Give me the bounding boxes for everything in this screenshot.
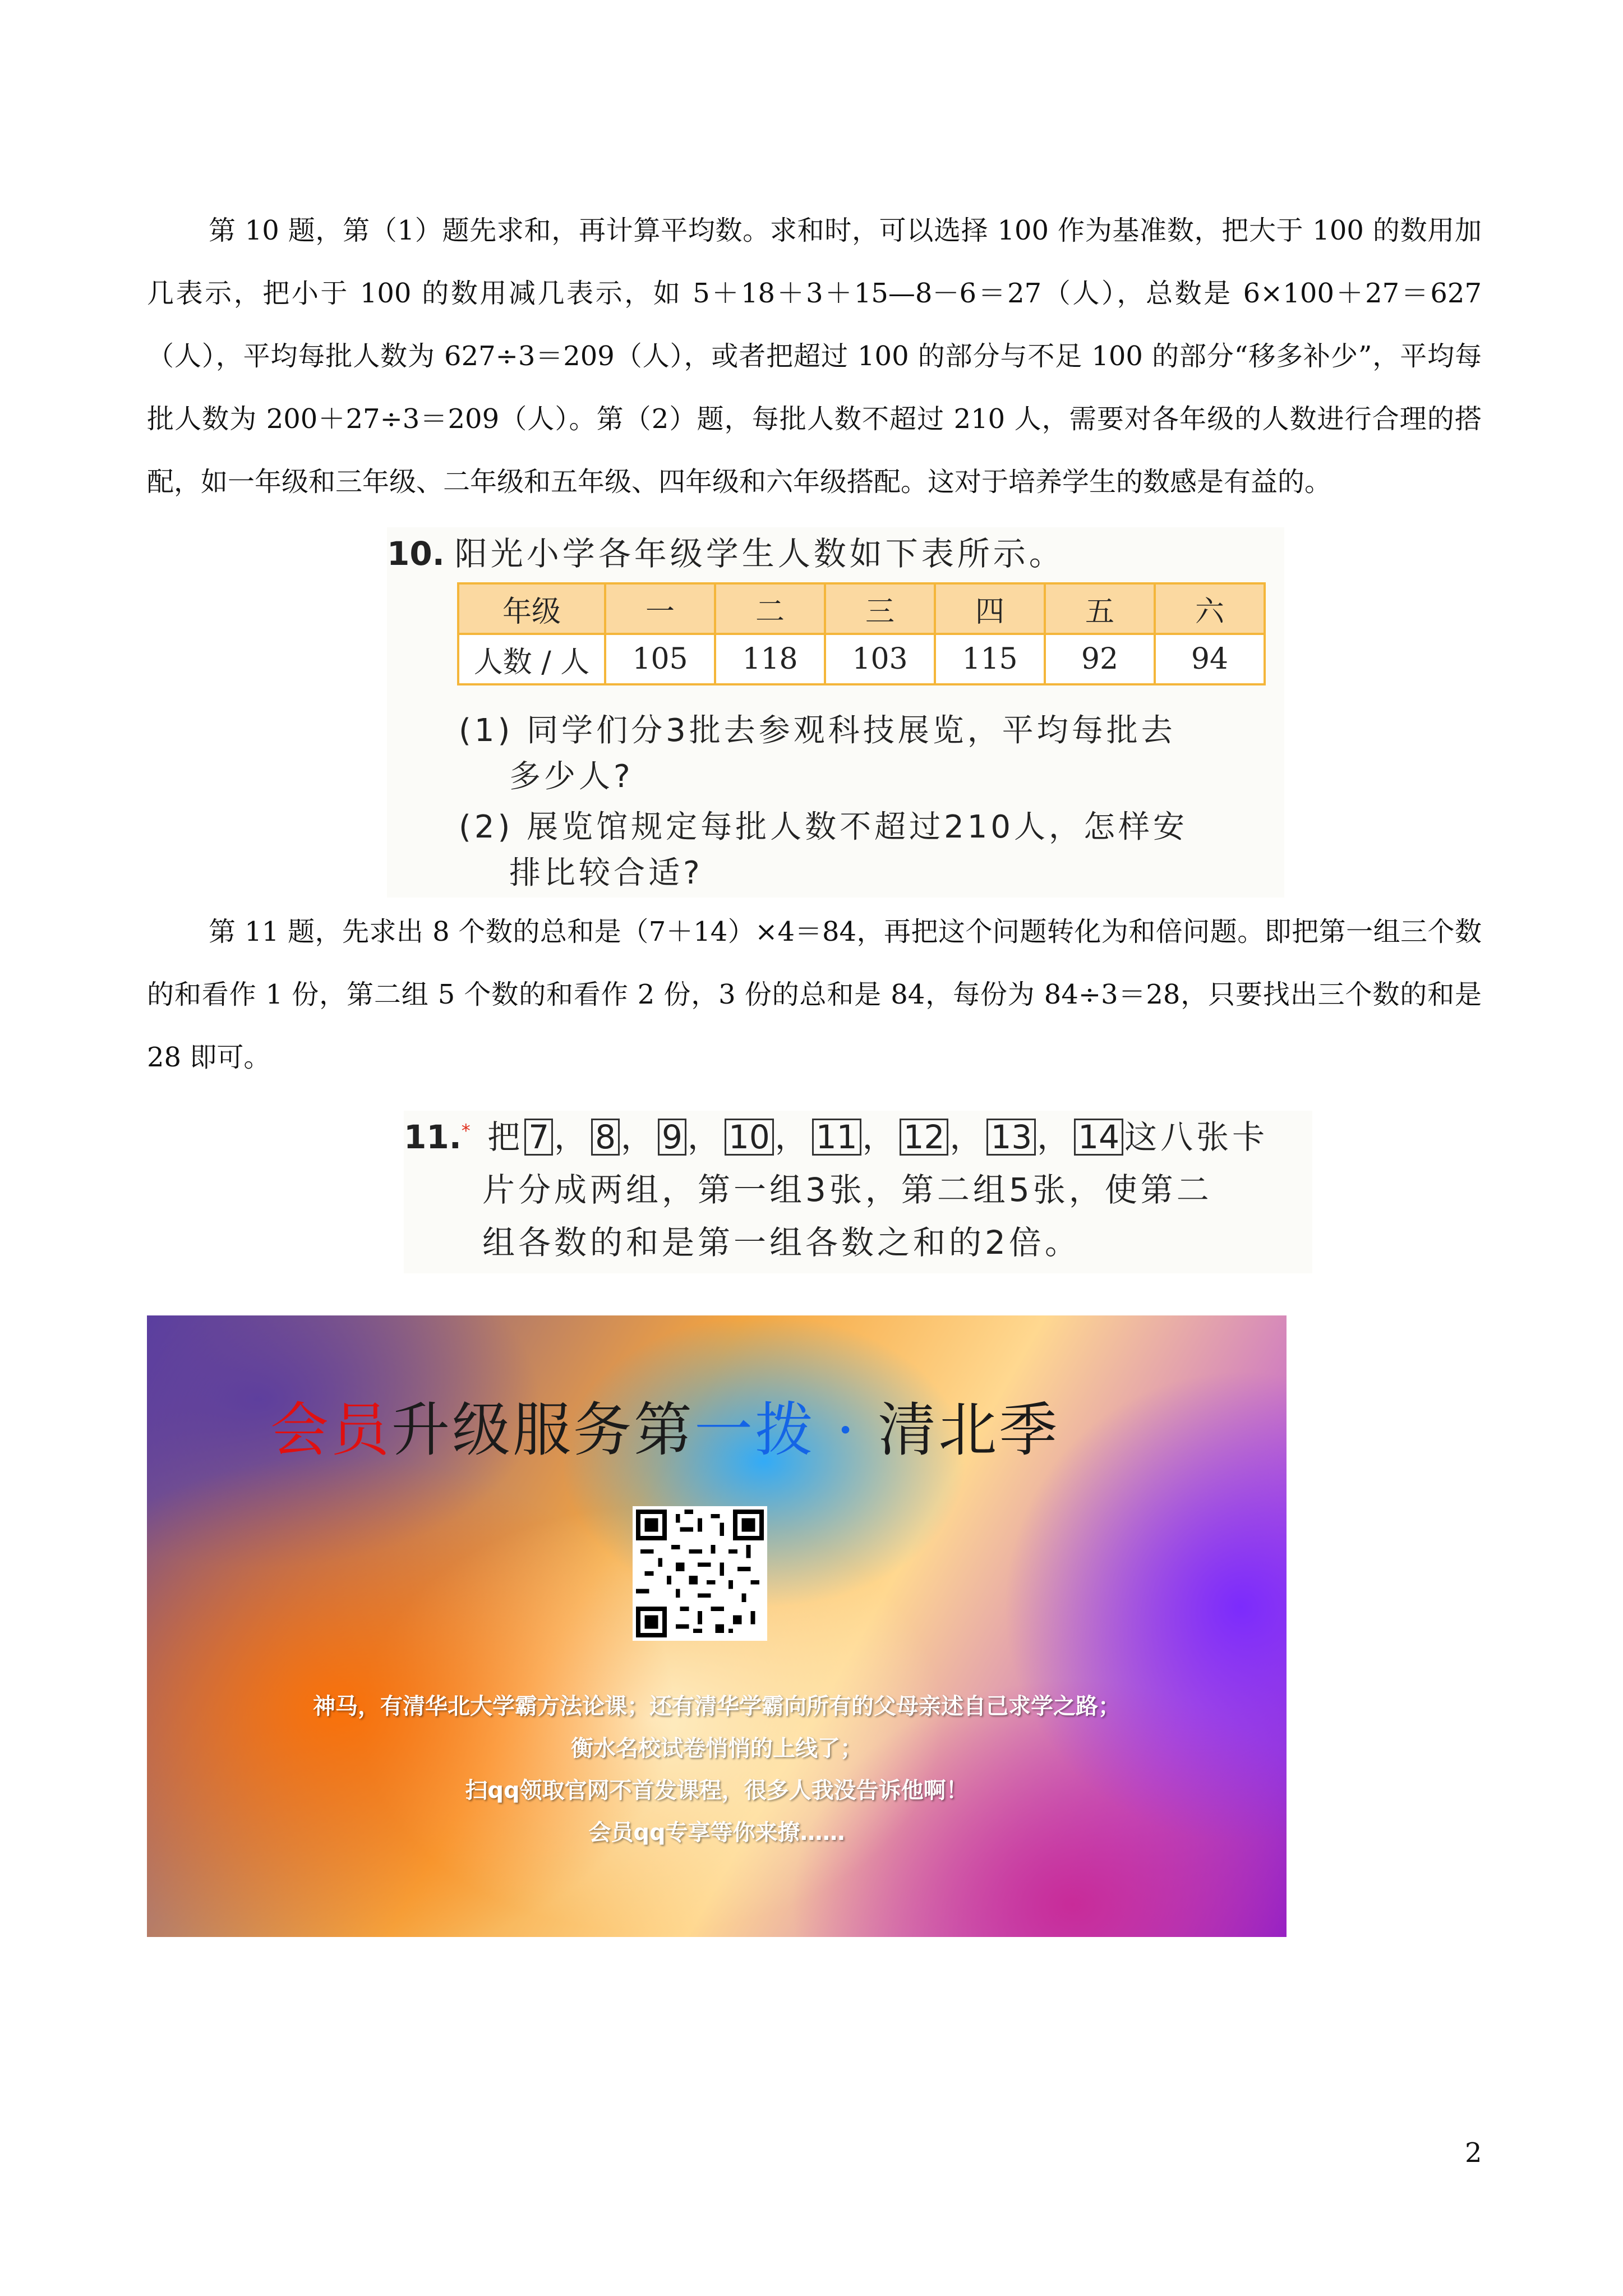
banner-title xyxy=(270,1383,1059,1467)
problem-11-line-1: 11.* 把 7 ， 8 ， 9 ， 10 ， 11 ， 12 ， 13 ， 14 这八张卡 xyxy=(404,1118,1269,1156)
paragraph-problem-10-explanation: 第 10 题，第（1）题先求和，再计算平均数。求和时，可以选择 100 作为基准数，把大于 100 的数用加几表示，把小于 100 的数用减几表示，如 5＋18＋3＋15—8－6＝27（人），总数是 6×100＋27＝627（人），平均每批人数为 627÷3＝209（人），或者把超过 100 的部分与不足 100 的部分“移多补少”，平均每批人数为 200＋27÷3＝209（人）。第（2）题，每批人数不超过 210 人，需要对各年级的人数进行合理的搭配，如一年级和三年级、二年级和五年级、四年级和六年级搭配。这对于培养学生的数感是有益的。 xyxy=(147,215,1482,498)
qr-code-icon[interactable] xyxy=(633,1506,767,1641)
banner-title-red: 会员 xyxy=(270,1396,392,1464)
table-cell: 六 xyxy=(1155,583,1265,634)
problem-11-number: 11. xyxy=(404,1118,462,1156)
page-number: 2 xyxy=(1465,2137,1482,2169)
table-row xyxy=(458,634,1265,684)
question-1-line-2: 多少人? xyxy=(509,758,634,795)
problem-10-figure xyxy=(387,527,1284,898)
banner-line-2: 衡水名校试卷悄悄的上线了； xyxy=(571,1736,863,1761)
table-cell: 105 xyxy=(605,634,715,684)
problem-11-lead: 把 xyxy=(487,1118,524,1156)
number-card: 8 xyxy=(591,1119,620,1156)
table-cell: 103 xyxy=(825,634,935,684)
table-cell: 94 xyxy=(1155,634,1265,684)
grade-student-table xyxy=(457,582,1266,685)
number-card: 13 xyxy=(986,1119,1036,1156)
question-2-line-1: (2) 展览馆规定每批人数不超过210人，怎样安 xyxy=(459,809,1188,845)
number-card: 7 xyxy=(524,1119,553,1156)
banner-line-4: 会员qq专享等你来撩…… xyxy=(588,1820,845,1846)
number-card: 11 xyxy=(812,1119,861,1156)
table-cell: 一 xyxy=(605,583,715,634)
table-cell: 四 xyxy=(935,583,1045,634)
banner-line-1: 神马，有清华北大学霸方法论课；还有清华学霸向所有的父母亲述自己求学之路； xyxy=(313,1694,1121,1719)
banner-line-3: 扫qq领取官网不首发课程，很多人我没告诉他啊！ xyxy=(465,1778,969,1803)
question-2-line-2: 排比较合适? xyxy=(509,855,703,891)
problem-11-line-1-tail: 这八张卡 xyxy=(1124,1118,1269,1156)
table-cell: 五 xyxy=(1045,583,1155,634)
banner-title-dot: · xyxy=(815,1396,878,1464)
banner-title-part-1: 升级服务第 xyxy=(391,1396,695,1464)
banner-title-blue: 一拨 xyxy=(694,1396,816,1464)
question-1-line-1: (1) 同学们分3批去参观科技展览，平均每批去 xyxy=(459,712,1176,749)
table-cell: 二 xyxy=(715,583,825,634)
problem-10-number: 10. xyxy=(387,535,445,573)
table-header-row xyxy=(458,583,1265,634)
number-card: 9 xyxy=(658,1119,686,1156)
problem-10-title xyxy=(387,527,1065,574)
problem-11-figure xyxy=(404,1111,1312,1273)
optional-star-icon: * xyxy=(461,1120,474,1142)
table-cell: 三 xyxy=(825,583,935,634)
promo-banner[interactable] xyxy=(147,1315,1287,1937)
table-cell: 年级 xyxy=(458,583,605,634)
table-cell: 118 xyxy=(715,634,825,684)
number-card: 12 xyxy=(900,1119,949,1156)
problem-11-line-2: 片分成两组，第一组3张，第二组5张，使第二 xyxy=(482,1171,1212,1209)
problem-10-title-text: 阳光小学各年级学生人数如下表所示。 xyxy=(454,535,1065,573)
table-cell: 115 xyxy=(935,634,1045,684)
problem-11-line-3: 组各数的和是第一组各数之和的2倍。 xyxy=(482,1223,1081,1262)
table-cell: 92 xyxy=(1045,634,1155,684)
paragraph-problem-11-explanation: 第 11 题，先求出 8 个数的总和是（7＋14）×4＝84，再把这个问题转化为和倍问题。即把第一组三个数的和看作 1 份，第二组 5 个数的和看作 2 份，3 份的总和是 84，每份为 84÷3＝28，只要找出三个数的和是 28 即可。 xyxy=(147,916,1482,1073)
table-cell: 人数 / 人 xyxy=(458,634,605,684)
banner-title-part-2: 清北季 xyxy=(878,1396,1060,1464)
number-card: 14 xyxy=(1074,1119,1123,1156)
number-card: 10 xyxy=(725,1119,774,1156)
